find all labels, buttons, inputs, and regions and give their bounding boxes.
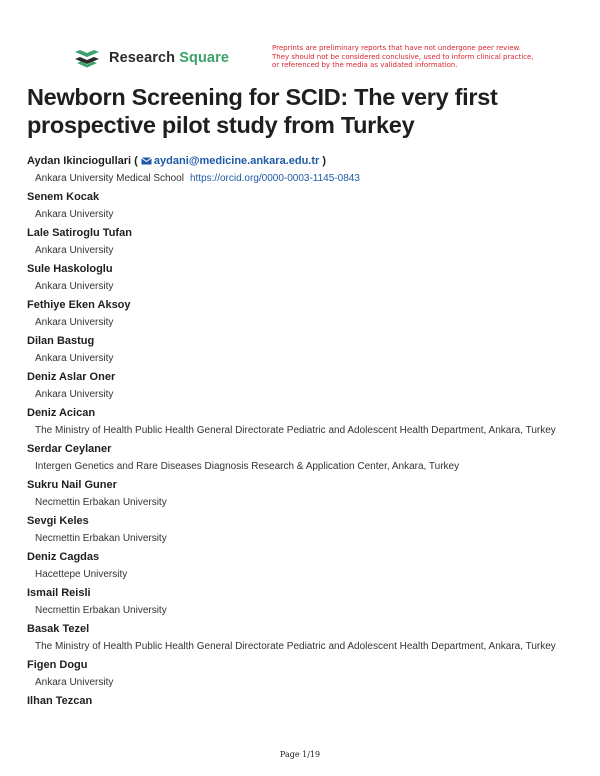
author-entry bbox=[27, 260, 587, 296]
research-square-logo[interactable] bbox=[74, 48, 229, 68]
author-name: Lale Satiroglu Tufan bbox=[27, 227, 132, 239]
author-name: Fethiye Eken Aksoy bbox=[27, 299, 131, 311]
author-entry bbox=[27, 476, 587, 512]
author-affiliation: Ankara University bbox=[35, 245, 114, 256]
author-entry bbox=[27, 188, 587, 224]
author-name: Deniz Acican bbox=[27, 407, 96, 419]
author-entry bbox=[27, 368, 587, 404]
author-affiliation: Ankara University bbox=[35, 353, 114, 364]
author-affiliation: Ankara University bbox=[35, 389, 114, 400]
author-affiliation: Intergen Genetics and Rare Diseases Diagnosis Research & Application Center, Ankara, Turkey bbox=[35, 461, 460, 472]
page-number: Page 1/19 bbox=[279, 750, 321, 759]
author-name: Sukru Nail Guner bbox=[27, 479, 117, 491]
author-affiliation: The Ministry of Health Public Health General Directorate Pediatric and Adolescent Health Department, Ankara, Turkey bbox=[35, 425, 556, 436]
author-affiliation: Ankara University bbox=[35, 317, 114, 328]
author-affiliation: Ankara University bbox=[35, 281, 114, 292]
author-affiliation bbox=[27, 170, 587, 188]
author-name: Sule Haskologlu bbox=[27, 263, 113, 275]
author-entry bbox=[27, 620, 587, 656]
author-entry bbox=[27, 548, 587, 584]
author-list bbox=[27, 152, 587, 710]
author-affiliation: Ankara University bbox=[35, 677, 114, 688]
research-square-logo-icon bbox=[74, 48, 102, 68]
author-name: Serdar Ceylaner bbox=[27, 443, 112, 455]
author-name: Deniz Cagdas bbox=[27, 551, 100, 563]
affiliation-text: Ankara University Medical School bbox=[35, 173, 184, 184]
author-name: Figen Dogu bbox=[27, 659, 88, 671]
page-header bbox=[0, 0, 600, 80]
author-affiliation: The Ministry of Health Public Health General Directorate Pediatric and Adolescent Health Department, Ankara, Turkey bbox=[35, 641, 556, 652]
author-entry bbox=[27, 224, 587, 260]
author-entry bbox=[27, 296, 587, 332]
author-entry bbox=[27, 584, 587, 620]
disclaimer-line: They should not be considered conclusive, used to inform clinical practice, bbox=[272, 52, 534, 61]
author-entry bbox=[27, 404, 587, 440]
preprint-disclaimer bbox=[272, 44, 562, 70]
author-affiliation: Ankara University bbox=[35, 209, 114, 220]
disclaimer-line: or referenced by the media as validated information. bbox=[272, 61, 458, 70]
mail-icon bbox=[141, 157, 152, 165]
author-name: Aydan Ikinciogullari ( aydani@medicine.ankara.edu.tr ) bbox=[27, 155, 327, 167]
author-affiliation: Necmettin Erbakan University bbox=[35, 605, 167, 616]
author-name: Ilhan Tezcan bbox=[27, 695, 93, 707]
author-email-link[interactable]: aydani@medicine.ankara.edu.tr bbox=[153, 155, 320, 167]
orcid-link[interactable]: https://orcid.org/0000-0003-1145-0843 bbox=[189, 173, 360, 184]
author-entry bbox=[27, 512, 587, 548]
author-name: Ismail Reisli bbox=[27, 587, 91, 599]
author-affiliation: Necmettin Erbakan University bbox=[35, 533, 167, 544]
author-name: Deniz Aslar Oner bbox=[27, 371, 116, 383]
author-name: Basak Tezel bbox=[27, 623, 90, 635]
paper-title: Newborn Screening for SCID: The very first prospective pilot study from Turkey bbox=[27, 84, 498, 138]
author-affiliation: Necmettin Erbakan University bbox=[35, 497, 167, 508]
disclaimer-line: Preprints are preliminary reports that have not undergone peer review. bbox=[272, 44, 521, 52]
logo-wordmark bbox=[109, 50, 229, 66]
author-affiliation: Hacettepe University bbox=[35, 569, 128, 580]
author-name: Senem Kocak bbox=[27, 191, 100, 203]
author-name: Sevgi Keles bbox=[27, 515, 89, 527]
author-entry bbox=[27, 332, 587, 368]
author-name: Dilan Bastug bbox=[27, 335, 95, 347]
author-entry bbox=[27, 656, 587, 692]
logo-text-square: Square bbox=[179, 50, 229, 66]
author-entry bbox=[27, 692, 587, 710]
author-entry bbox=[27, 152, 587, 188]
author-entry bbox=[27, 440, 587, 476]
logo-text-research: Research bbox=[109, 50, 176, 66]
author-name-text: Aydan Ikinciogullari bbox=[27, 155, 132, 167]
